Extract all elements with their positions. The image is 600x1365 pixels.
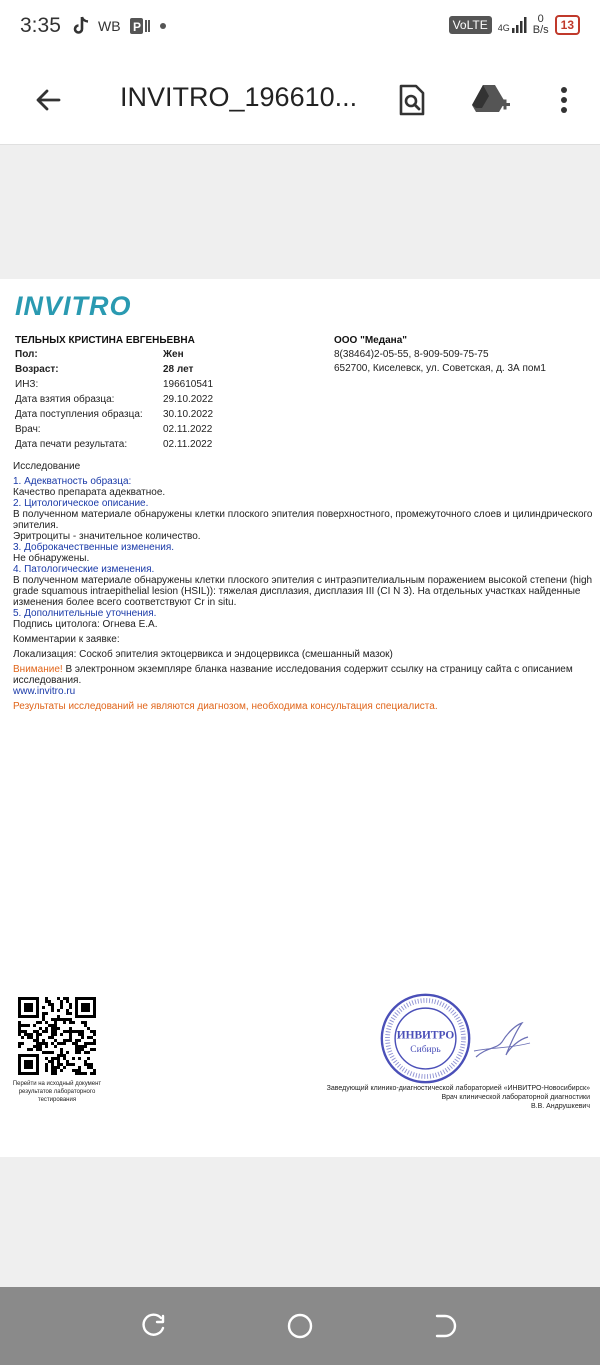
arrow-back-icon bbox=[34, 86, 62, 114]
status-time: 3:35 bbox=[20, 14, 61, 37]
tiktok-icon bbox=[72, 14, 90, 38]
document-title: INVITRO_196610... bbox=[120, 82, 358, 112]
info-row: Врач: 02.11.2022 bbox=[15, 424, 213, 435]
back-nav-icon bbox=[431, 1312, 459, 1340]
website-link[interactable]: www.invitro.ru bbox=[13, 686, 76, 697]
dot-icon bbox=[159, 14, 167, 38]
more-options-button[interactable] bbox=[542, 78, 586, 122]
pdf-page[interactable] bbox=[0, 279, 600, 1157]
patient-info bbox=[15, 349, 245, 454]
add-to-drive-icon bbox=[472, 83, 512, 117]
section-text: Подпись цитолога: Огнева Е.А. bbox=[13, 619, 158, 630]
lab-stamp bbox=[378, 991, 473, 1086]
search-document-icon bbox=[398, 84, 426, 116]
clinic-address: 652700, Киселевск, ул. Советская, д. 3А пом1 bbox=[334, 363, 546, 374]
section-text: Качество препарата адекватное. bbox=[13, 487, 166, 498]
qr-caption: Перейти на исходный документ результатов лабораторного тестирования bbox=[12, 1081, 102, 1103]
parking-icon bbox=[129, 14, 151, 38]
volte-icon: VoLTE bbox=[449, 16, 492, 34]
status-notification-icons bbox=[72, 14, 167, 38]
home-button[interactable] bbox=[283, 1309, 317, 1343]
section-heading: 2. Цитологическое описание. bbox=[13, 498, 149, 509]
section-text: Эритроциты - значительное количество. bbox=[13, 531, 201, 542]
info-row: Дата взятия образца: 29.10.2022 bbox=[15, 394, 214, 405]
signal-icon bbox=[498, 17, 527, 33]
add-to-drive-button[interactable] bbox=[470, 78, 514, 122]
back-button[interactable] bbox=[26, 78, 70, 122]
research-results bbox=[13, 461, 593, 712]
section-text: В полученном материале обнаружены клетки плоского эпителия с интраэпителиальным поражением высокой степени (high grade squamous intraepithelial lesion (HSIL)): тяжелая дисплазия, дисплазия III (CI N 3). На отдельных участках найденные изменения более всего соответствуют Cr in situ. bbox=[13, 575, 593, 608]
warning-label: Внимание! bbox=[13, 664, 63, 675]
net-speed: 0 B/s bbox=[532, 13, 549, 36]
signature bbox=[472, 1017, 532, 1067]
signature-block: Заведующий клинико-диагностической лабораторией «ИНВИТРО-Новосибирск» Врач клинической лабораторной диагностики В.В. Андрушкевич bbox=[326, 1085, 590, 1110]
app-bar bbox=[0, 56, 600, 144]
wb-icon: WB bbox=[98, 18, 121, 34]
section-heading: 4. Патологические изменения. bbox=[13, 564, 155, 575]
svg-text:P: P bbox=[132, 20, 141, 34]
home-circle-icon bbox=[286, 1312, 314, 1340]
search-document-button[interactable] bbox=[390, 78, 434, 122]
info-row: Дата печати результата: 02.11.2022 bbox=[15, 439, 213, 450]
section-text: В полученном материале обнаружены клетки плоского эпителия поверхностного, промежуточного слоев и цилиндрического эпителия. bbox=[13, 509, 593, 531]
system-navigation-bar bbox=[0, 1287, 600, 1365]
warning-note bbox=[13, 664, 593, 686]
clinic-phone: 8(38464)2-05-55, 8-909-509-75-75 bbox=[334, 349, 489, 360]
more-vert-icon bbox=[560, 86, 568, 114]
clinic-name: ООО "Медана" bbox=[334, 335, 407, 346]
comments-label: Комментарии к заявке: bbox=[13, 634, 120, 645]
info-row: Пол: Жен bbox=[15, 349, 184, 360]
info-row: Дата поступления образца: 30.10.2022 bbox=[15, 409, 214, 420]
invitro-logo: INVITRO bbox=[15, 291, 132, 321]
recent-apps-button[interactable] bbox=[136, 1309, 170, 1343]
recent-apps-icon bbox=[139, 1312, 167, 1340]
section-heading: 1. Адекватность образца: bbox=[13, 476, 132, 487]
localization: Локализация: Соскоб эпителия эктоцервикса и эндоцервикса (смешанный мазок) bbox=[13, 649, 393, 660]
section-heading: 3. Доброкачественные изменения. bbox=[13, 542, 175, 553]
research-title: Исследование bbox=[13, 461, 81, 472]
network-type: 4G bbox=[497, 23, 510, 33]
section-heading: 5. Дополнительные уточнения. bbox=[13, 608, 157, 619]
back-nav-button[interactable] bbox=[428, 1309, 462, 1343]
patient-name: ТЕЛЬНЫХ КРИСТИНА ЕВГЕНЬЕВНА bbox=[15, 335, 195, 346]
section-text: Не обнаружены. bbox=[13, 553, 90, 564]
stamp-subtext: Сибирь bbox=[410, 1044, 441, 1055]
info-row: Возраст: 28 лет bbox=[15, 364, 194, 375]
info-row: ИНЗ: 196610541 bbox=[15, 379, 214, 390]
stamp-text: ИНВИТРО bbox=[396, 1029, 455, 1042]
disclaimer: Результаты исследований не являются диагнозом, необходима консультация специалиста. bbox=[13, 701, 438, 712]
status-bar bbox=[0, 0, 600, 56]
battery-indicator: 13 bbox=[555, 15, 580, 35]
status-system-icons bbox=[449, 14, 580, 36]
warning-text: В электронном экземпляре бланка название исследования содержит ссылку на страницу сайта с описанием исследования. bbox=[13, 664, 573, 686]
qr-code[interactable] bbox=[18, 997, 96, 1075]
clinic-info bbox=[334, 334, 546, 376]
